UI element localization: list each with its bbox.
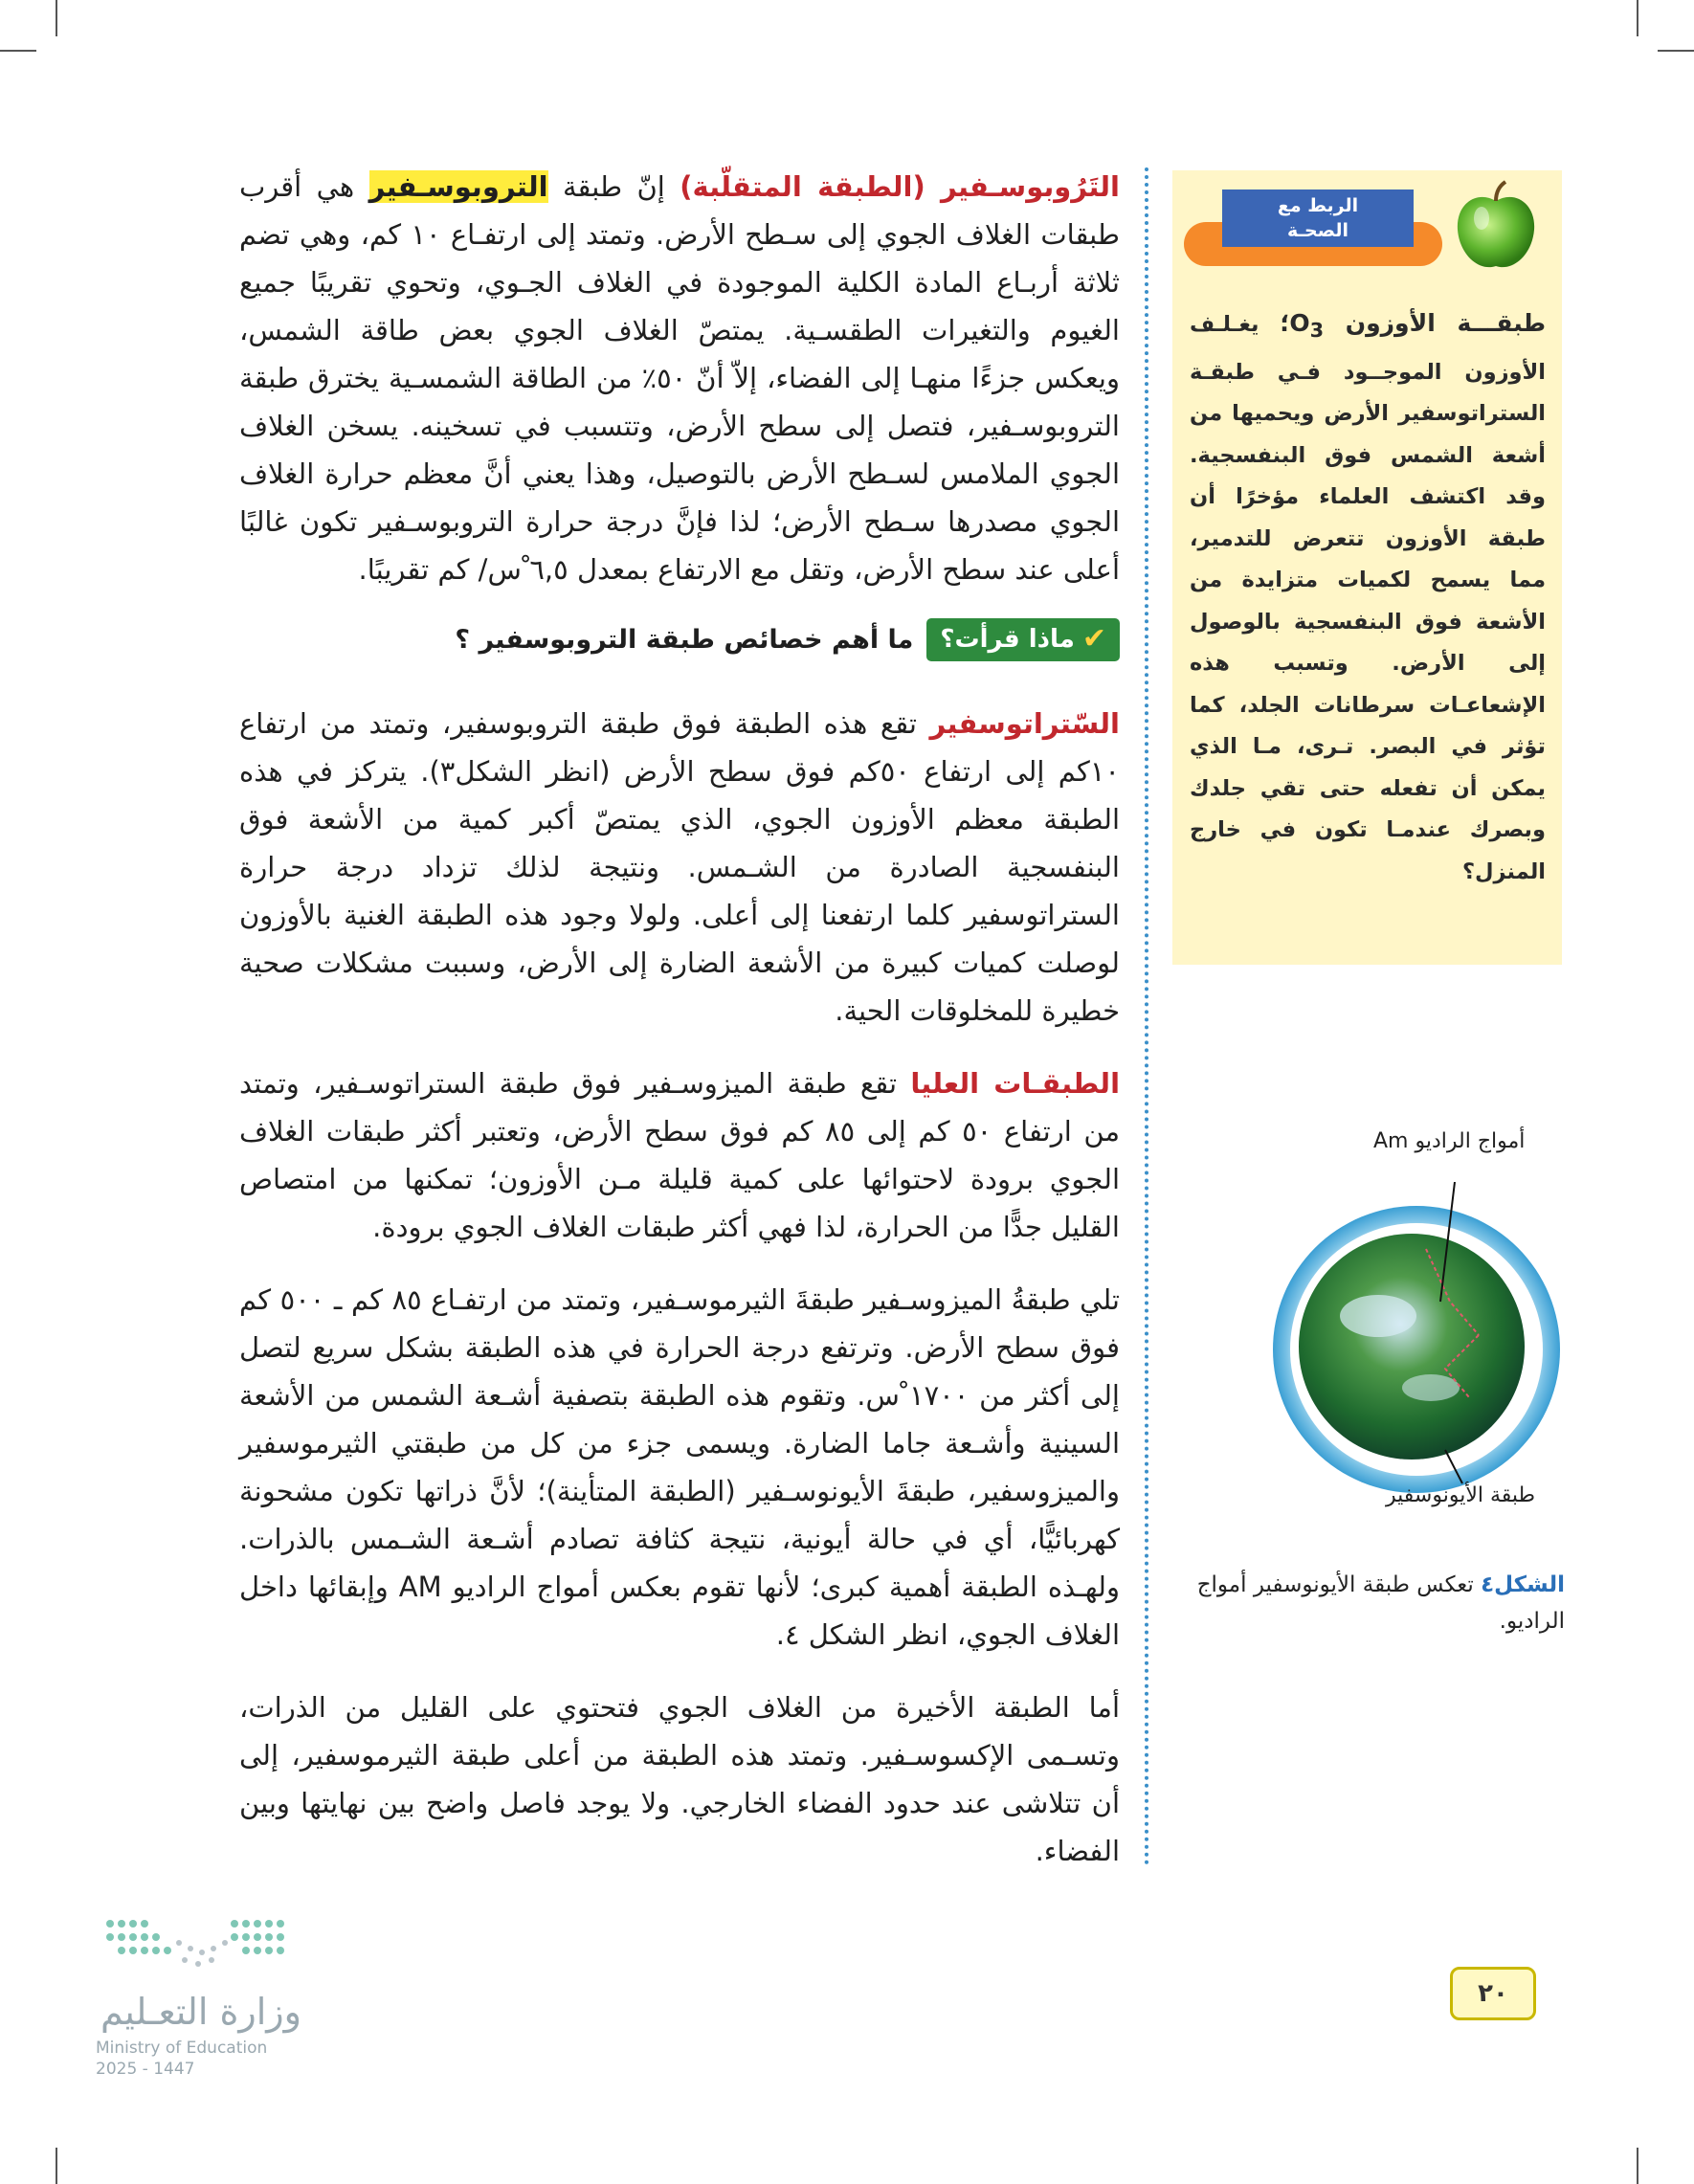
figure-caption-text: تعكس طبقة الأيونوسفير أمواج الراديو.: [1196, 1572, 1565, 1634]
reading-check-badge: [926, 618, 1120, 661]
ministry-logo-icon: [91, 1905, 311, 1991]
heading-upper-layers: الطبقـات العليا: [910, 1067, 1121, 1100]
health-connection-banner: [1184, 189, 1471, 266]
reading-check-question: ما أهم خصائص طبقة التروبوسفير ؟: [455, 625, 914, 655]
banner-label: [1222, 189, 1414, 247]
subscript-3: 3: [1309, 319, 1325, 342]
crop-mark: [1658, 50, 1694, 52]
crop-mark: [1637, 2148, 1638, 2184]
health-sidebar: [1172, 170, 1562, 965]
paragraph-thermosphere: تلي طبقةُ الميزوسـفير طبقةَ الثيرموسـفير، وتمتد من ارتفـاع ٨٥ كم ـ ٥٠٠ كم فوق سطح الأرض. وترتفع درجة الحرارة في هذه الطبقة بشكل سريع لتصل إلى أكثر من ١٧٠٠ ْس. وتقوم هذه الطبقة بتصفية أشـعة الشمس من الأشعة السينية وأشـعة جاما الضارة. ويسمى جزء من كل من طبقتي الثيرموسفير والميزوسفير، طبقةَ الأيونوسـفير (الطبقة المتأينة)؛ لأنَّ ذراتها تكون مشحونة كهربائيًّا، أي في حالة أيونية، نتيجة كثافة تصادم أشـعة الشـمس بالذرات. ولهـذه الطبقة أهمية كبرى؛ لأنها تقوم بعكس أمواج الراديو AM وإبقائها داخل الغلاف الجوي، انظر الشكل ٤.: [239, 1283, 1120, 1651]
crop-mark: [56, 0, 57, 36]
heading-stratosphere: السّتراتوسفير: [929, 707, 1120, 740]
apple-icon: [1448, 180, 1544, 276]
ministry-name-arabic: وزارة التعـليم: [100, 1991, 301, 2033]
ministry-year: 2025 - 1447: [96, 2060, 195, 2079]
sidebar-body: يغـلـف الأوزون الموجــود فـي طبقـة الستراتوسفير الأرض ويحميها من أشعة الشمس فوق البنفسجية. وقد اكتشف العلماء مؤخرًا أن طبقة الأوزون تتعرض للتدمير، مما يسمح لكميات متزايدة من الأشعة فوق البنفسجية بالوصول إلى الأرض. وتسبب هذه الإشعاعـات سرطانات الجلد، كما تؤثر في البصر. تـرى، مـا الذي يمكن أن تفعله حتى تقي جلدك وبصرك عندمـا تكون في خارج المنزل؟: [1190, 312, 1546, 884]
ministry-name-english: Ministry of Education: [96, 2039, 268, 2058]
main-text-column: [239, 163, 1120, 1900]
paragraph-exosphere: أما الطبقة الأخيرة من الغلاف الجوي فتحتوي على القليل من الذرات، وتسـمى الإكسوسـفير. وتمتد هذه الطبقة من أعلى طبقة الثيرموسفير، إلى أن تتلاشى عند حدود الفضاء الخارجي. ولا يوجد فاصل واضح بين نهايتها وبين الفضاء.: [239, 1691, 1120, 1867]
crop-mark: [1637, 0, 1638, 36]
figure-caption: [1172, 1567, 1565, 1639]
paragraph-stratosphere: [239, 700, 1120, 1035]
paragraph-text: تقع طبقة الميزوسـفير فوق طبقة الستراتوسـفير، وتمتد من ارتفاع ٥٠ كم إلى ٨٥ كم فوق سطح الأرض، وتعتبر أكثر طبقات الغلاف الجوي برودة لاحتوائها على كمية قليلة مـن الأوزون؛ تمكنها من امتصاص القليل جدًّا من الحرارة، لذا فهي أكثر طبقات الغلاف الجوي برودة.: [239, 1067, 1120, 1243]
reading-check: [239, 618, 1120, 661]
crop-mark: [56, 2148, 57, 2184]
figure-number: الشكل٤: [1481, 1572, 1565, 1597]
figure-label-ionosphere: طبقة الأيونوسفير: [1386, 1483, 1536, 1507]
paragraph-text: إنّ طبقة: [547, 170, 680, 203]
highlighted-term: التروبوسـفير: [368, 170, 548, 203]
heading-troposphere: التَرُوبوسـفير (الطبقة المتقلّبة): [680, 170, 1120, 203]
ionosphere-figure: [1263, 1182, 1570, 1498]
banner-line-2: الصحـة: [1286, 220, 1349, 241]
checkmark-icon: ✔: [1081, 622, 1106, 656]
page-number: ٢٠: [1450, 1967, 1536, 2020]
sidebar-text: [1190, 302, 1546, 893]
figure-label-am-waves: أمواج الراديو Am: [1373, 1129, 1526, 1153]
banner-line-1: الربط مع: [1277, 195, 1359, 216]
reading-check-label: ماذا قرأت؟: [940, 624, 1075, 654]
crop-mark: [0, 50, 36, 52]
column-divider: [1145, 167, 1148, 1866]
paragraph-upper-layers: [239, 1059, 1120, 1251]
paragraph-troposphere: [239, 163, 1120, 593]
earth-icon: [1299, 1234, 1525, 1460]
sidebar-title: طبقـــة الأوزون $O_3؛$: [1280, 309, 1546, 342]
paragraph-text: تقع هذه الطبقة فوق طبقة التروبوسفير، وتمتد من ارتفاع ١٠كم إلى ارتفاع ٥٠كم فوق سطح الأرض (انظر الشكل٣). يتركز في هذه الطبقة معظم الأوزون الجوي، الذي يمتصّ أكبر كمية من الأشعة فوق البنفسجية الصادرة من الشـمس. ونتيجة لذلك تزداد درجة حرارة الستراتوسفير كلما ارتفعنا إلى أعلى. ولولا وجود هذه الطبقة الغنية بالأوزون لوصلت كميات كبيرة من الأشعة الضارة إلى الأرض، وسببت مشكلات صحية خطيرة للمخلوقات الحية.: [239, 707, 1120, 1027]
paragraph-text: هي أقرب طبقات الغلاف الجوي إلى سـطح الأرض. وتمتد إلى ارتفـاع ١٠ كم، وهي تضم ثلاثة أربـاع المادة الكلية الموجودة في الغلاف الجـوي، وتحوي تقريبًا جميع الغيوم والتغيرات الطقسـية. يمتصّ الغلاف الجوي بعض طاقة الشمس، ويعكس جزءًا منهـا إلى الفضاء، إلاّ أنّ ٥٠٪ من الطاقة الشمسـية يخترق طبقة التروبوسـفير، فتصل إلى سطح الأرض، وتتسبب في تسخينه. يسخن الغلاف الجوي الملامس لسـطح الأرض بالتوصيل، وهذا يعني أنَّ معظم حرارة الغلاف الجوي مصدرها سـطح الأرض؛ لذا فإنَّ درجة حرارة التروبوسـفير تكون غالبًا أعلى عند سطح الأرض، وتقل مع الارتفاع بمعدل ٦,٥ ْس/ كم تقريبًا.: [239, 170, 1120, 586]
